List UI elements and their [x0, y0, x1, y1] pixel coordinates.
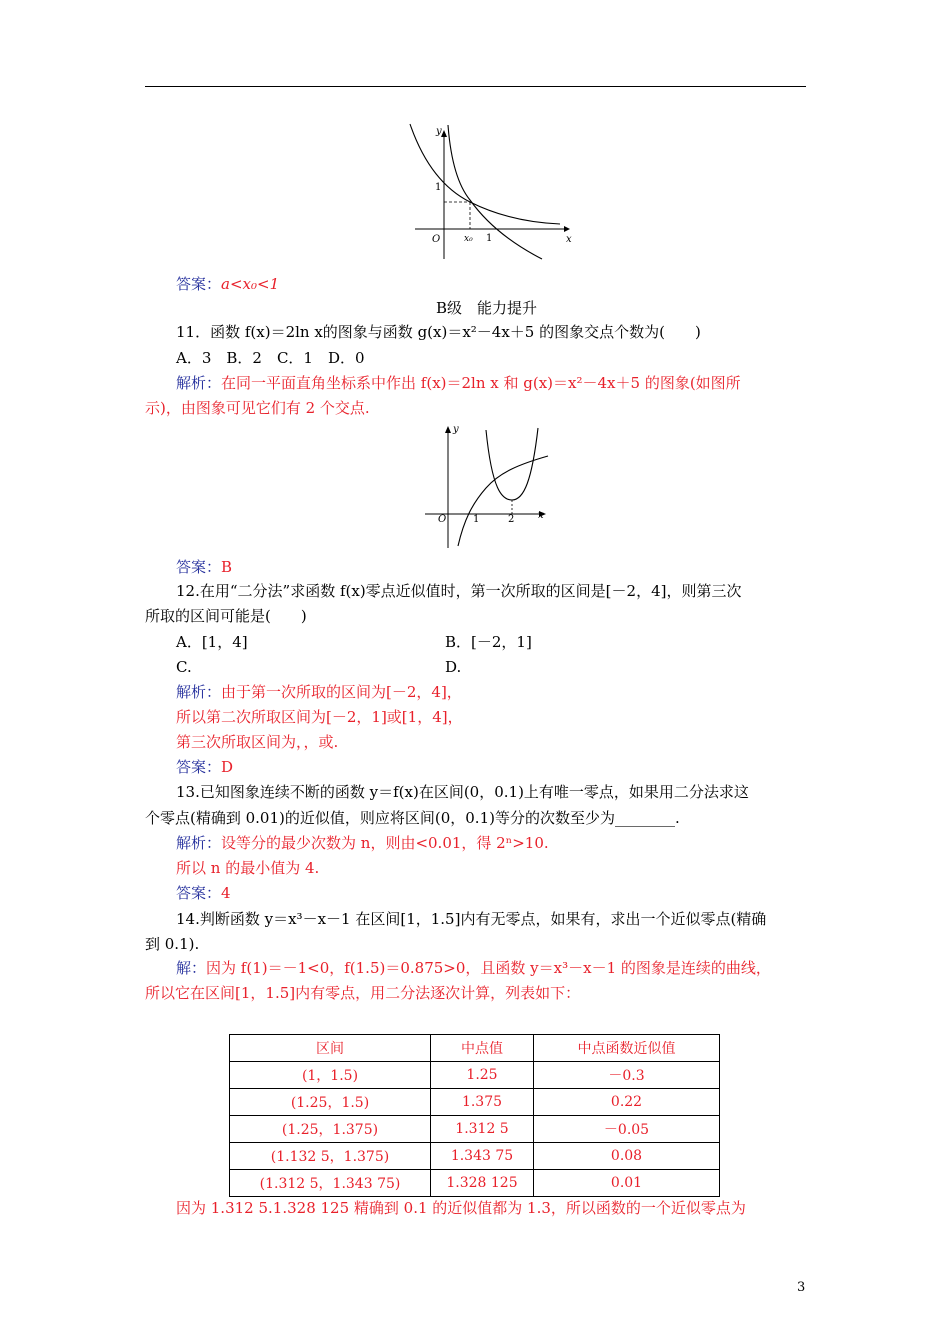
q13-stem-cont: 个零点(精确到 0.01)的近似值，则应将区间(0，0.1)等分的次数至少为________.	[145, 809, 680, 827]
graph-intersection-1	[400, 120, 580, 262]
graph1-origin: O	[432, 234, 441, 245]
q13-analysis-2: 所以 n 的最小值为 4.	[176, 859, 320, 877]
q14-conclusion: 因为 1.312 5.1.328 125 精确到 0.1 的近似值都为 1.3，所以函数的一个近似零点为	[176, 1199, 746, 1217]
graph1-x0: x₀	[464, 234, 473, 244]
q12-analysis-3: 第三次所取区间为，，或.	[176, 733, 339, 751]
graph-intersection-2	[420, 420, 560, 550]
header-rule	[145, 86, 806, 87]
q12-stem: 12.在用“二分法”求函数 f(x)零点近似值时，第一次所取的区间是[－2，4]，则第三次	[176, 582, 742, 600]
graph1-x-one: 1	[486, 233, 493, 244]
table-header-cell: 区间	[230, 1035, 431, 1062]
q12-analysis: 解析：由于第一次所取的区间为[－2，4]，	[176, 683, 462, 701]
q12-option-d: D.	[445, 658, 462, 676]
q12-option-b: B．[－2，1]	[445, 633, 532, 651]
table-cell: 0.01	[534, 1170, 720, 1197]
graph2-x-label: x	[538, 510, 544, 521]
q13-analysis: 解析：设等分的最少次数为 n，则由<0.01，得 2ⁿ>10.	[176, 834, 549, 852]
table-cell: (1.132 5，1.375)	[230, 1143, 431, 1170]
q10-answer: 答案：a<x₀<1	[176, 275, 280, 293]
q11-analysis: 解析：在同一平面直角坐标系中作出 f(x)＝2ln x 和 g(x)＝x²－4x＋5 的图象(如图所	[176, 374, 741, 392]
graph2-origin: O	[438, 514, 447, 525]
table-cell: 0.22	[534, 1089, 720, 1116]
q11-stem: 11．函数 f(x)＝2ln x的图象与函数 g(x)＝x²－4x＋5 的图象交点个数为( )	[176, 323, 701, 341]
table-row	[230, 1170, 720, 1197]
table-cell: －0.3	[534, 1062, 720, 1089]
graph2-tick-1: 1	[473, 514, 480, 525]
q14-stem: 14.判断函数 y＝x³－x－1 在区间[1，1.5]内有无零点，如果有，求出一个近似零点(精确	[176, 910, 767, 928]
table-cell: (1，1.5)	[230, 1062, 431, 1089]
q12-option-c: C.	[176, 658, 192, 676]
table-cell: 1.25	[431, 1062, 534, 1089]
table-cell: －0.05	[534, 1116, 720, 1143]
table-row	[230, 1089, 720, 1116]
q11-analysis-cont: 示)，由图象可见它们有 2 个交点.	[145, 399, 370, 417]
table-cell: 1.375	[431, 1089, 534, 1116]
q11-answer: 答案：B	[176, 558, 233, 576]
section-title: B级 能力提升	[436, 299, 538, 317]
q12-stem-cont: 所取的区间可能是( )	[145, 607, 307, 625]
bisection-table	[229, 1034, 720, 1197]
q12-option-a: A．[1，4]	[176, 633, 248, 651]
table-row	[230, 1143, 720, 1170]
q14-stem-cont: 到 0.1).	[145, 935, 200, 953]
table-header-cell: 中点值	[431, 1035, 534, 1062]
q13-answer: 答案：4	[176, 884, 231, 902]
table-cell: (1.25，1.375)	[230, 1116, 431, 1143]
table-cell: 0.08	[534, 1143, 720, 1170]
page-number: 3	[797, 1280, 806, 1295]
table-cell: 1.312 5	[431, 1116, 534, 1143]
table-cell: (1.312 5，1.343 75)	[230, 1170, 431, 1197]
q13-stem: 13.已知图象连续不断的函数 y＝f(x)在区间(0，0.1)上有唯一零点，如果用二分法求这	[176, 783, 749, 801]
table-row	[230, 1116, 720, 1143]
table-cell: 1.343 75	[431, 1143, 534, 1170]
q14-solution-2: 所以它在区间[1，1.5]内有零点，用二分法逐次计算，列表如下：	[145, 984, 581, 1002]
table-header-row	[230, 1035, 720, 1062]
table-row	[230, 1062, 720, 1089]
graph2-tick-2: 2	[508, 514, 515, 525]
graph2-y-label: y	[453, 424, 459, 435]
q12-answer: 答案：D	[176, 758, 234, 776]
q14-solution: 解：因为 f(1)＝－1<0，f(1.5)＝0.875>0，且函数 y＝x³－x－1 的图象是连续的曲线，	[176, 959, 771, 977]
q11-options: A．3 B．2 C．1 D．0	[176, 349, 365, 367]
graph1-x-label: x	[566, 234, 572, 245]
table-cell: 1.328 125	[431, 1170, 534, 1197]
table-cell: (1.25，1.5)	[230, 1089, 431, 1116]
graph1-y-label: y	[436, 126, 442, 137]
q12-analysis-2: 所以第二次所取区间为[－2，1]或[1，4]，	[176, 708, 463, 726]
graph1-y-one: 1	[435, 182, 442, 193]
table-header-cell: 中点函数近似值	[534, 1035, 720, 1062]
